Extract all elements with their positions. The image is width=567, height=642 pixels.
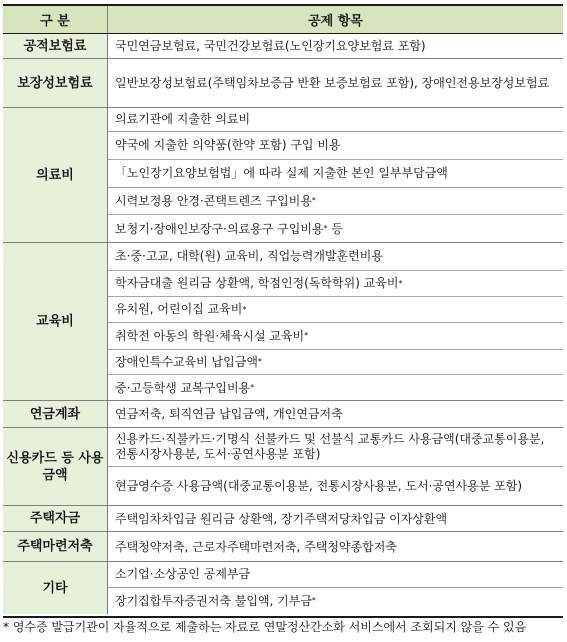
table-row: [3, 401, 563, 428]
list-item: 소기업·소상공인 공제부금: [108, 562, 563, 588]
row-category: 주택자금: [3, 506, 108, 531]
list-item: 주택임차차입금 원리금 상환액, 장기주택저당차입금 이자상환액: [115, 511, 448, 526]
table-row: [3, 428, 563, 506]
row-category: 교육비: [3, 243, 108, 400]
list-item: 국민연금보험료, 국민건강보험료(노인장기요양보험료 포함): [115, 39, 426, 53]
row-category: 연금계좌: [3, 401, 108, 427]
list-item: 연금저축, 퇴직연금 납입금액, 개인연금저축: [115, 407, 343, 421]
list-item: 약국에 지출한 의약품(한약 포함) 구입 비용: [108, 132, 563, 160]
list-item: 유치원, 어린이집 교육비 *: [108, 297, 563, 323]
table-header: [3, 6, 563, 34]
table-row: [3, 34, 563, 59]
footnote: * 영수증 발급기관이 자율적으로 제출하는 자료로 연말정산간소화 서비스에서 조회되지 않을 수 있음: [3, 620, 527, 634]
row-category: 보장성보험료: [3, 59, 108, 107]
list-item: 중·고등학생 교복구입비용 *: [115, 380, 255, 395]
table-row: [3, 243, 563, 401]
header-category: 구 분: [3, 6, 108, 33]
table-row: [3, 59, 563, 108]
list-item: 초·중·고교, 대학(원) 교육비, 직업능력개발훈련비용: [108, 243, 563, 271]
list-item: 「노인장기요양보험법」에 따라 실제 지출한 본인 일부부담금액: [108, 160, 563, 188]
deduction-table: [3, 4, 563, 618]
row-category: 주택마련저축: [3, 532, 108, 561]
list-item: 신용카드·직불카드·기명식 선불카드 및 선불식 교통카드 사용금액(대중교통이용분, 전통시장사용분, 도서·공연사용분 포함): [108, 428, 563, 467]
list-item: 장애인특수교육비 납입금액 *: [108, 350, 563, 375]
row-category: 의료비: [3, 108, 108, 242]
list-item: 시력보정용 안경·콘택트렌즈 구입비용 *: [108, 188, 563, 215]
row-category: 기타: [3, 562, 108, 614]
table-row: [3, 506, 563, 532]
header-items: 공제 항목: [308, 14, 363, 29]
list-item: 보청기·장애인보장구·의료용구 구입비용 * 등: [115, 221, 343, 236]
list-item: 장기집합투자증권저축 불입액, 기부금 *: [115, 593, 316, 608]
list-item: 학자금대출 원리금 상환액, 학점인정(독학학위) 교육비 *: [108, 271, 563, 297]
list-item: 일반보장성보험료(주택임차보증금 반환 보증보험료 포함), 장애인전용보장성보험료: [115, 76, 550, 90]
table-row: [3, 562, 563, 614]
list-item: 현금영수증 사용금액(대중교통이용분, 전통시장사용분, 도서·공연사용분 포함): [115, 479, 523, 493]
list-item: 주택청약저축, 근로자주택마련저축, 주택청약종합저축: [115, 539, 397, 554]
list-item: 의료기관에 지출한 의료비: [108, 108, 563, 132]
list-item: 취학전 아동의 학원·체육시설 교육비 *: [108, 323, 563, 350]
table-row: [3, 532, 563, 562]
row-category: 공적보험료: [3, 34, 108, 58]
row-category: 신용카드 등 사용금액: [3, 428, 108, 505]
table-row: [3, 108, 563, 243]
